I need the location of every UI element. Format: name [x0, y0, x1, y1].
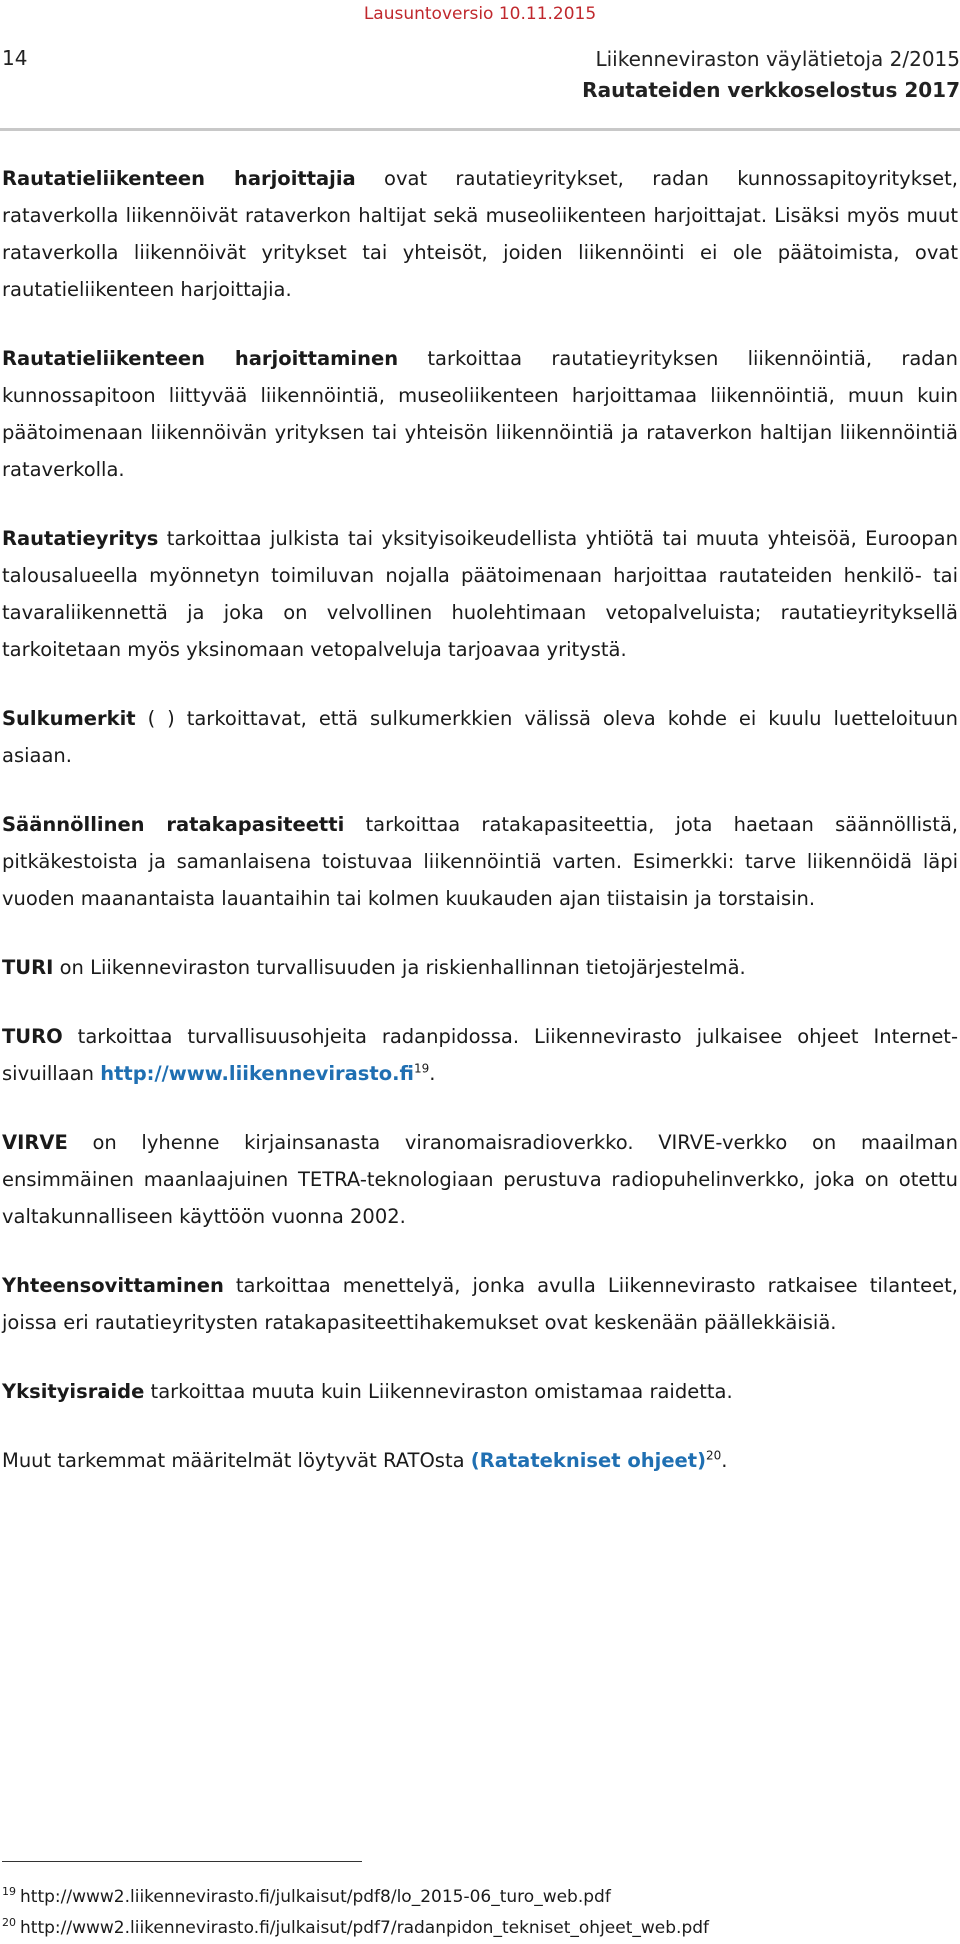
definition-paragraph — [2, 1373, 958, 1410]
defined-term: TURO — [2, 1025, 63, 1048]
liikennevirasto-website-link[interactable]: http://www.liikennevirasto.fi — [100, 1062, 414, 1085]
definition-paragraph — [2, 340, 958, 488]
defined-term: VIRVE — [2, 1131, 68, 1154]
definition-text: tarkoittaa rautatieyrityksen liikennöintiä, radan kunnossapitoon liittyvää liikennöintiä, museoliikenteen harjoittamaa liikennöintiä, muun kuin päätoimenaan liikennöivän yrityksen tai yhteisön liikennöintiä ja rataverkon haltijan liikennöintiä rataverkolla. — [2, 347, 958, 481]
header-divider — [0, 128, 960, 131]
footnote-reference[interactable]: 19 — [414, 1061, 430, 1076]
definition-text: tarkoittaa menettelyä, jonka avulla Liikennevirasto ratkaisee tilanteet, joissa eri rautatieyritysten ratakapasiteettihakemukset ovat keskenään päällekkäisiä. — [2, 1274, 958, 1334]
footnotes — [2, 1882, 958, 1944]
footnote-item — [2, 1882, 958, 1913]
defined-term: Rautatieliikenteen harjoittaminen — [2, 347, 399, 370]
footnote-divider — [2, 1861, 362, 1862]
definition-paragraph — [2, 806, 958, 917]
page-number: 14 — [2, 46, 28, 70]
definition-text: tarkoittaa turvallisuusohjeita radanpidossa. Liikennevirasto julkaisee ohjeet Internet-sivuillaan — [2, 1025, 958, 1085]
document-title: Rautateiden verkkoselostus 2017 — [582, 78, 960, 102]
footnote-number: 20 — [2, 1916, 16, 1930]
footnote-number: 19 — [2, 1885, 16, 1899]
definitions-body — [2, 160, 958, 1511]
publication-series: Liikenneviraston väylätietoja 2/2015 — [595, 47, 960, 71]
definition-paragraph — [2, 1124, 958, 1235]
definition-paragraph — [2, 1267, 958, 1341]
defined-term: Rautatieliikenteen harjoittajia — [2, 167, 356, 190]
footnote-item — [2, 1913, 958, 1944]
sentence-end: . — [721, 1449, 728, 1472]
defined-term: Säännöllinen ratakapasiteetti — [2, 813, 345, 836]
defined-term: TURI — [2, 956, 54, 979]
definition-text: tarkoittaa julkista tai yksityisoikeudellista yhtiötä tai muuta yhteisöä, Euroopan talousalueella myönnetyn toimiluvan nojalla päätoimenaan harjoittaa rautateiden henkilö- tai tavaraliikennettä ja joka on velvollinen huolehtimaan vetopalveluista; rautatieyrityksellä tarkoitetaan myös yksinomaan vetopalveluja tarjoavaa yritystä. — [2, 527, 958, 661]
footnote-reference[interactable]: 20 — [706, 1448, 722, 1463]
definition-paragraph — [2, 700, 958, 774]
ratatekniset-ohjeet-link[interactable]: (Ratatekniset ohjeet) — [470, 1449, 707, 1472]
definition-text: on lyhenne kirjainsanasta viranomaisradioverkko. VIRVE-verkko on maailman ensimmäinen maanlaajuinen TETRA-teknologiaan perustuva radiopuhelinverkko, joka on otettu valtakunnalliseen käyttöön vuonna 2002. — [2, 1131, 958, 1228]
definition-text: tarkoittaa muuta kuin Liikenneviraston omistamaa raidetta. — [144, 1380, 733, 1403]
page-header — [582, 44, 960, 106]
footnote-url[interactable]: http://www2.liikennevirasto.fi/julkaisut/pdf8/lo_2015-06_turo_web.pdf — [20, 1887, 611, 1907]
closing-text: Muut tarkemmat määritelmät löytyvät RATOsta — [2, 1449, 471, 1472]
definition-text: ( ) tarkoittavat, että sulkumerkkien välissä oleva kohde ei kuulu luetteloituun asiaan. — [2, 707, 958, 767]
closing-paragraph — [2, 1442, 958, 1479]
definition-paragraph — [2, 1018, 958, 1092]
definition-paragraph — [2, 520, 958, 668]
defined-term: Rautatieyritys — [2, 527, 159, 550]
defined-term: Yhteensovittaminen — [2, 1274, 224, 1297]
sentence-end: . — [429, 1062, 436, 1085]
definition-paragraph — [2, 949, 958, 986]
definition-text: ovat rautatieyritykset, radan kunnossapitoyritykset, rataverkolla liikennöivät rataverkon haltijat sekä museoliikenteen harjoittajat. Lisäksi myös muut rataverkolla liikennöivät yritykset tai yhteisöt, joiden liikennöinti ei ole päätoimista, ovat rautatieliikenteen harjoittajia. — [2, 167, 958, 301]
definition-text: tarkoittaa ratakapasiteettia, jota haetaan säännöllistä, pitkäkestoista ja samanlaisena toistuvaa liikennöintiä varten. Esimerkki: tarve liikennöidä läpi vuoden maanantaista lauantaihin tai kolmen kuukauden ajan tiistaisin ja torstaisin. — [2, 813, 958, 910]
footnote-url[interactable]: http://www2.liikennevirasto.fi/julkaisut/pdf7/radanpidon_tekniset_ohjeet_web.pdf — [20, 1918, 710, 1938]
definition-text: on Liikenneviraston turvallisuuden ja riskienhallinnan tietojärjestelmä. — [53, 956, 746, 979]
definition-paragraph — [2, 160, 958, 308]
draft-version-stamp: Lausuntoversio 10.11.2015 — [363, 4, 597, 24]
defined-term: Yksityisraide — [2, 1380, 145, 1403]
defined-term: Sulkumerkit — [2, 707, 136, 730]
